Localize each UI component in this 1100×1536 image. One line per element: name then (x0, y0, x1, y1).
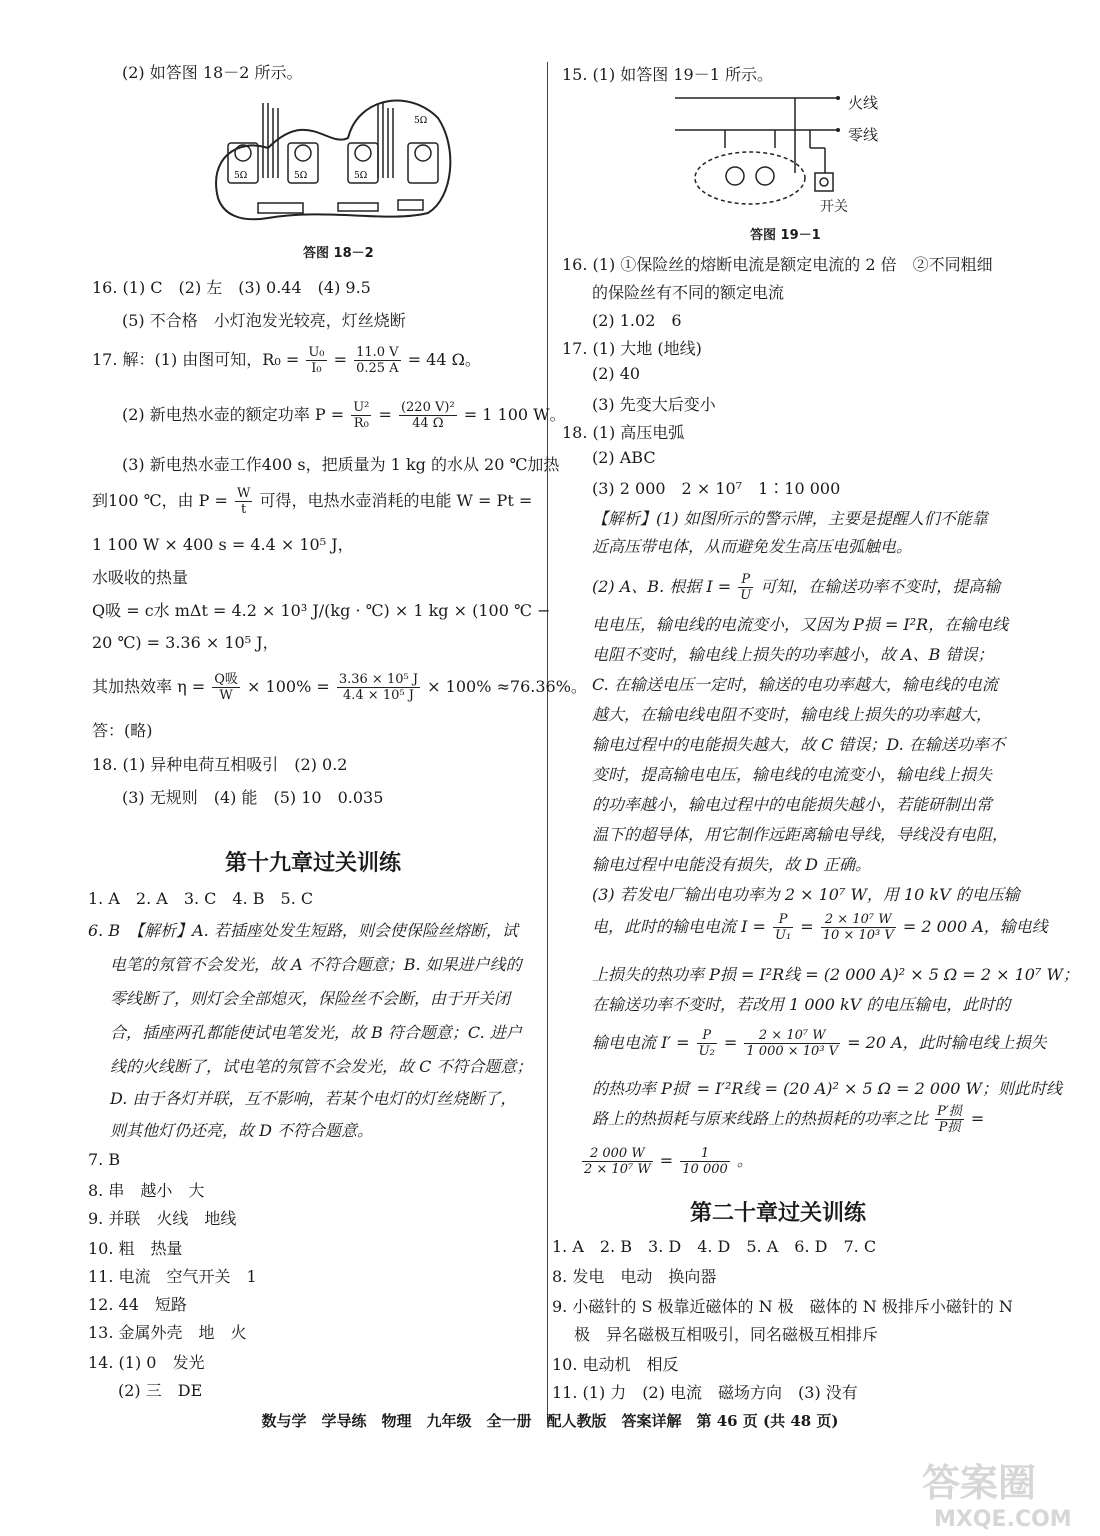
frac-num: U² (353, 400, 370, 415)
q18-2-head: (2) 如答图 18－2 所示。 (122, 63, 303, 82)
c19-9: 9. 并联 火线 地线 (88, 1209, 237, 1228)
q18c: (3) 2 000 2 × 10⁷ 1∶10 000 (592, 479, 841, 498)
r-label-4: 5Ω (414, 116, 428, 126)
frac-p-u (738, 572, 753, 603)
fig-19-1-caption: 答图 19－1 (750, 228, 821, 243)
r-label-1: 5Ω (234, 171, 248, 181)
analysis-2g: 变时，提高输电电压，输电线的电流变小，输电线上损失 (592, 765, 993, 784)
frac-num: 3.36 × 10⁵ J (338, 672, 419, 687)
c19-14b: (2) 三 DE (118, 1381, 203, 1400)
q16a: 16. (1) ①保险丝的熔断电流是额定电流的 2 倍 ②不同粗细 (562, 255, 993, 274)
analysis-3f: 的热功率 P损′ = I′²R线 = (20 A)² × 5 Ω = 2 000 W；则此时线 (592, 1079, 1062, 1098)
frac-den: 2 × 10⁷ W (584, 1162, 651, 1177)
frac-num: 2 000 W (582, 1146, 653, 1162)
frac-den: U (740, 588, 752, 603)
analysis-2d: C. 在输送电压一定时，输送的电功率越大，输电线的电流 (592, 675, 998, 694)
svg-text:MXQE.COM: MXQE.COM (934, 1507, 1072, 1532)
fig-neutral-wire-label: 零线 (848, 126, 879, 144)
frac-loss-ratio (582, 1146, 653, 1177)
q17-1 (92, 345, 481, 376)
period: 。 (736, 1151, 753, 1170)
analysis-1b: 近高压带电体，从而避免发生高压电弧触电。 (592, 537, 913, 556)
an3b-post: = 2 000 A，输电线 (902, 917, 1048, 936)
frac-den: U₂ (698, 1044, 715, 1059)
c19-12: 12. 44 短路 (88, 1295, 187, 1314)
q17-3a: (3) 新电热水壶工作400 s，把质量为 1 kg 的水从 20 ℃加热 (122, 455, 560, 474)
q17-answer: 答：(略) (92, 721, 153, 740)
analysis-3a: (3) 若发电厂输出电功率为 2 × 10⁷ W，用 10 kV 的电压输 (592, 885, 1020, 904)
an2a-post: 可知，在输送功率不变时，提高输 (760, 577, 1001, 596)
q17-3d: 水吸收的热量 (92, 568, 189, 587)
analysis-3b (592, 912, 1048, 943)
q17-1-post: = 44 Ω。 (407, 350, 481, 369)
q17-3b-pre: 到100 ℃，由 P = (92, 491, 228, 510)
chapter-19-title: 第十九章过关训练 (225, 851, 402, 876)
an3b-pre: 电，此时的输电电流 I = (592, 917, 766, 936)
frac-den: 10 000 (682, 1162, 728, 1177)
c20-8: 8. 发电 电动 换向器 (552, 1267, 717, 1286)
q18a: 18. (1) 高压电弧 (562, 423, 685, 442)
frac-p-u2 (697, 1028, 717, 1059)
an2a-pre: (2) A、B. 根据 I = (592, 577, 732, 596)
analysis-2e: 越大，在输电线电阻不变时，输电线上损失的功率越大， (592, 705, 993, 724)
frac-den: 0.25 A (356, 361, 399, 376)
analysis-2j: 输电过程中电能没有损失，故 D 正确。 (592, 855, 872, 874)
c20-9a: 9. 小磁针的 S 极靠近磁体的 N 极 磁体的 N 极排斥小磁针的 N (552, 1297, 1013, 1316)
c19-6g: 则其他灯仍还亮，故 D 不符合题意。 (110, 1121, 374, 1140)
c19-11: 11. 电流 空气开关 1 (88, 1267, 257, 1286)
c19-13: 13. 金属外壳 地 火 (88, 1323, 247, 1342)
frac-num: Q吸 (214, 672, 238, 687)
c20-1: 1. A 2. B 3. D 4. D 5. A 6. D 7. C (552, 1237, 877, 1256)
frac-num: 11.0 V (356, 345, 399, 360)
q18b: (2) ABC (592, 448, 656, 467)
chapter-20-title: 第二十章过关训练 (690, 1201, 867, 1226)
analysis-1a: 【解析】(1) 如图所示的警示牌，主要是提醒人们不能靠 (592, 509, 988, 528)
q17-3g (92, 672, 587, 703)
c19-6d: 合，插座两孔都能使试电笔发光，故 B 符合题意；C. 进户 (110, 1023, 522, 1042)
q17-3b-post: 可得，电热水壶消耗的电能 W = Pt = (259, 491, 533, 510)
figure-18-2 (208, 88, 458, 228)
q16c: (2) 1.02 6 (592, 311, 682, 330)
q17-3g-pre: 其加热效率 η = (92, 677, 206, 696)
q17b: (2) 40 (592, 364, 641, 383)
frac-den: 4.4 × 10⁵ J (342, 688, 414, 703)
r-label-2: 5Ω (294, 171, 308, 181)
an3e-post: = 20 A，此时输电线上损失 (847, 1033, 1047, 1052)
page-footer: 数与学 学导练 物理 九年级 全一册 配人教版 答案详解 第 46 页 (共 48 页) (261, 1412, 839, 1430)
analysis-2b: 电电压，输电线的电流变小，又因为 P损 = I²R，在输电线 (592, 615, 1009, 634)
r-label-3: 5Ω (354, 171, 368, 181)
analysis-3c: 上损失的热功率 P损 = I²R线 = (2 000 A)² × 5 Ω = 2 × 10⁷ W； (592, 965, 1079, 984)
frac-den: R₀ (353, 416, 369, 431)
q16-b: (5) 不合格 小灯泡发光较亮，灯丝烧断 (122, 311, 406, 330)
eq: = (800, 917, 814, 936)
q17-2 (122, 400, 566, 431)
frac-u2-r0 (351, 400, 371, 431)
frac-i-value (821, 912, 896, 943)
eq: = (659, 1151, 674, 1170)
frac-den: 1 000 × 10³ V (746, 1044, 839, 1059)
frac-den: 10 × 10³ V (822, 928, 894, 943)
q17-3g-post: × 100% ≈76.36%。 (427, 677, 587, 696)
q16-a: 16. (1) C (2) 左 (3) 0.44 (4) 9.5 (92, 278, 371, 297)
an3e-pre: 输电电流 I′ = (592, 1033, 690, 1052)
fig-18-2-caption: 答图 18－2 (303, 246, 374, 261)
frac-efficiency (337, 672, 420, 703)
frac-num: 2 × 10⁷ W (821, 912, 896, 928)
q17-2-pre: (2) 新电热水壶的额定功率 P = (122, 405, 345, 424)
frac-num: (220 V)² (400, 400, 455, 415)
frac-q-w (212, 672, 240, 703)
q16b: 的保险丝有不同的额定电流 (592, 283, 785, 302)
q18-b: (3) 无规则 (4) 能 (5) 10 0.035 (122, 788, 384, 807)
q17c: (3) 先变大后变小 (592, 395, 716, 414)
q15: 15. (1) 如答图 19－1 所示。 (562, 65, 773, 84)
analysis-3e (592, 1028, 1047, 1059)
frac-num: P′损 (937, 1104, 962, 1119)
c19-6a: 6. B 【解析】A. 若插座处发生短路，则会使保险丝熔断，试 (88, 921, 518, 940)
frac-den: P损 (938, 1120, 961, 1135)
column-divider (547, 62, 548, 1420)
q17-2-post: = 1 100 W。 (463, 405, 566, 424)
frac-w-t (235, 486, 252, 517)
c20-10: 10. 电动机 相反 (552, 1355, 679, 1374)
frac-den: 44 Ω (412, 416, 444, 431)
watermark-logo (916, 1452, 1086, 1536)
frac-11v (354, 345, 400, 376)
frac-den: I₀ (311, 361, 322, 376)
frac-num: 2 × 10⁷ W (744, 1028, 840, 1044)
eq: = (333, 350, 348, 369)
q17-3e: Q吸 = c水 mΔt = 4.2 × 10³ J/(kg · ℃) × 1 kg × (100 ℃ − (92, 601, 551, 620)
c20-9b: 极 异名磁极互相吸引，同名磁极互相排斥 (574, 1325, 879, 1344)
analysis-3g (592, 1104, 984, 1135)
q17a: 17. (1) 大地 (地线) (562, 339, 702, 358)
q17-1-pre: 17. 解：(1) 由图可知，R₀ = (92, 350, 300, 369)
q17-3f: 20 ℃) = 3.36 × 10⁵ J， (92, 633, 279, 652)
frac-u0-i0 (306, 345, 326, 376)
frac-num: P (773, 912, 793, 928)
frac-220v (399, 400, 457, 431)
frac-den: W (219, 688, 233, 703)
c19-1: 1. A 2. A 3. C 4. B 5. C (88, 889, 314, 908)
frac-result (680, 1146, 730, 1177)
analysis-3h (580, 1146, 753, 1177)
c19-10: 10. 粗 热量 (88, 1239, 183, 1258)
c19-6b: 电笔的氖管不会发光，故 A 不符合题意；B. 如果进户线的 (110, 955, 522, 974)
eq: = (723, 1033, 738, 1052)
c19-6e: 线的火线断了，试电笔的氖管不会发光，故 C 不符合题意； (110, 1057, 533, 1076)
analysis-2h: 的功率越小，输电过程中的电能损失越小，若能研制出常 (592, 795, 993, 814)
fig-switch-label: 开关 (820, 199, 848, 215)
frac-num: P (738, 572, 753, 588)
c20-11: 11. (1) 力 (2) 电流 磁场方向 (3) 没有 (552, 1383, 858, 1402)
svg-text:答案圈: 答案圈 (922, 1461, 1037, 1505)
q17-3b (92, 486, 532, 517)
eq: = (970, 1109, 985, 1128)
frac-num: 1 (680, 1146, 730, 1162)
c19-6c: 零线断了，则灯会全部熄灭，保险丝不会断，由于开关闭 (110, 989, 511, 1008)
eq: = (378, 405, 392, 424)
c19-14a: 14. (1) 0 发光 (88, 1353, 205, 1372)
frac-den: t (241, 502, 247, 517)
an3g-pre: 路上的热损耗与原来线路上的热损耗的功率之比 (592, 1109, 929, 1128)
frac-num: P (697, 1028, 717, 1044)
frac-ratio (935, 1104, 964, 1135)
c19-7: 7. B (88, 1150, 121, 1169)
analysis-3d: 在输送功率不变时，若改用 1 000 kV 的电压输电，此时的 (592, 995, 1011, 1014)
c19-6f: D. 由于各灯并联，互不影响，若某个电灯的灯丝烧断了， (110, 1089, 517, 1108)
fig-live-wire-label: 火线 (848, 94, 879, 112)
analysis-2i: 温下的超导体，用它制作远距离输电导线，导线没有电阻， (592, 825, 1009, 844)
frac-num: U₀ (308, 345, 325, 360)
frac-num: W (236, 486, 251, 501)
watermark-graphic (916, 1452, 1086, 1532)
c19-8: 8. 串 越小 大 (88, 1181, 205, 1200)
mul: × 100% = (247, 677, 330, 696)
analysis-2a (592, 572, 1000, 603)
frac-p-u1 (773, 912, 793, 943)
frac-i2-value (744, 1028, 840, 1059)
analysis-2c: 电阻不变时，输电线上损失的功率越小，故 A、B 错误； (592, 645, 994, 664)
analysis-2f: 输电过程中的电能损失越大，故 C 错误；D. 在输送功率不 (592, 735, 1005, 754)
frac-den: U₁ (775, 928, 792, 943)
q18-a: 18. (1) 异种电荷互相吸引 (2) 0.2 (92, 755, 348, 774)
q17-3c: 1 100 W × 400 s = 4.4 × 10⁵ J， (92, 535, 354, 554)
